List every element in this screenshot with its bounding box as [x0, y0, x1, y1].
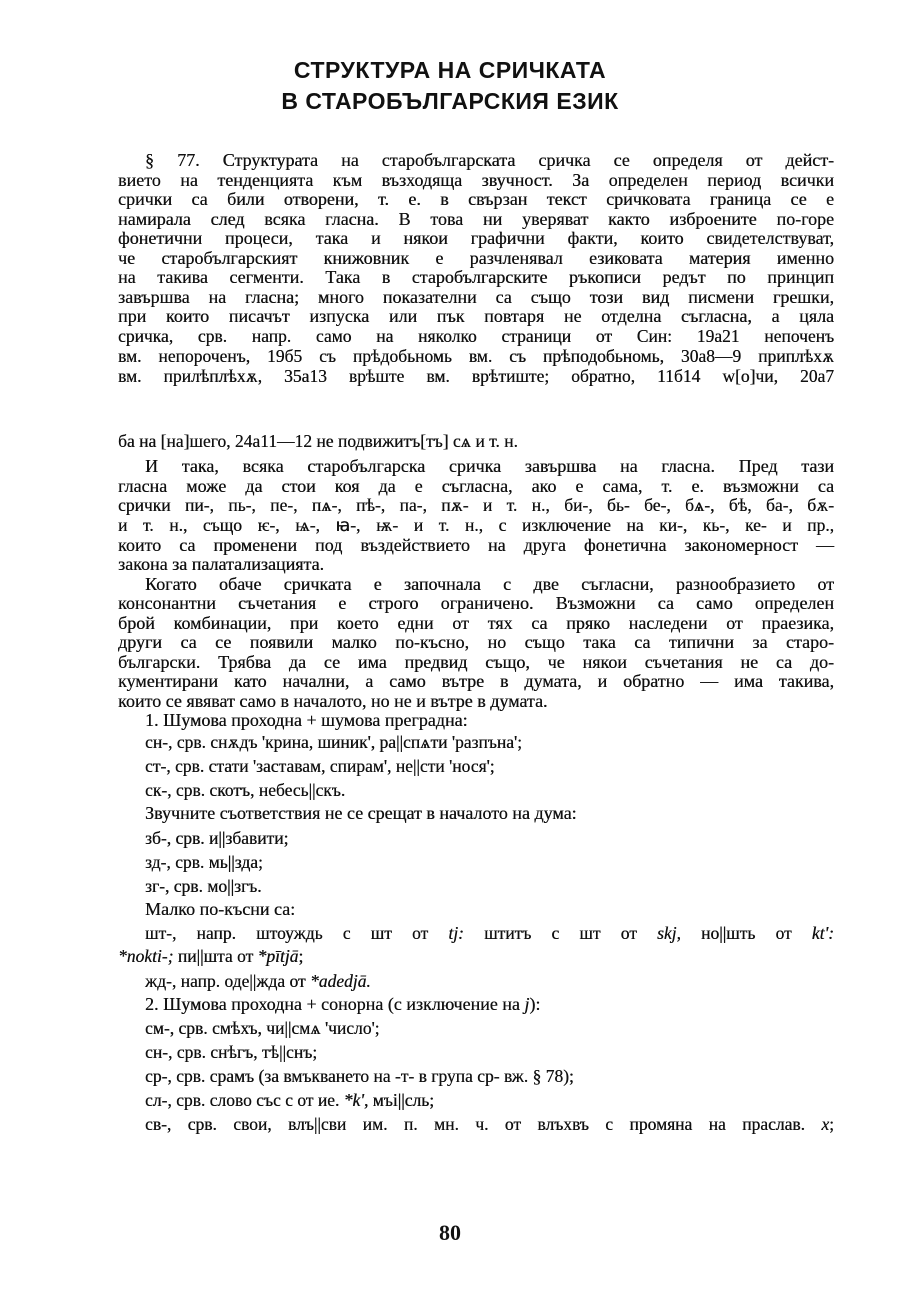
text-line — [118, 430, 834, 452]
text-line — [118, 305, 834, 327]
chapter-title-line-2: В СТАРОБЪЛГАРСКИЯ ЕЗИК — [281, 88, 619, 114]
text-line — [118, 266, 834, 288]
text-line — [118, 345, 834, 367]
text-segment: гласна може да стои коя да е съгласна, ако е сама, т. е. възможни са — [118, 476, 834, 496]
text-segment: *pītjā — [257, 946, 299, 966]
text-segment: skj, — [657, 923, 681, 943]
text-line — [145, 731, 834, 753]
text-segment: j — [524, 994, 530, 1014]
text-segment: пи||шта от — [173, 946, 258, 966]
text-segment: български. Трябва да се има предвид също, че някои съчетания не са до- — [118, 652, 834, 672]
text-line — [145, 1113, 834, 1135]
text-line — [145, 709, 834, 731]
text-segment: tj: — [448, 923, 464, 943]
text-segment: зб-, срв. и||збавити; — [145, 828, 289, 848]
text-segment: ; — [829, 1114, 834, 1134]
text-segment: штитъ с шт от — [463, 923, 658, 943]
text-line — [145, 755, 834, 777]
text-segment: сн-, срв. снѣгъ, тѣ||снъ; — [145, 1042, 318, 1062]
text-line — [118, 945, 834, 967]
text-segment: при които писачът изпуска или пък повтаря не отделна съгласна, а цяла — [118, 306, 834, 326]
text-segment: мъі||сль; — [368, 1090, 435, 1110]
text-segment: зд-, срв. мь||зда; — [145, 852, 263, 872]
text-line — [145, 827, 834, 849]
text-segment: вм. непороченъ, 19б5 съ прѣдобьномь вм. съ прѣподобьномь, 30а8—9 приплѣхѫ — [118, 346, 834, 366]
text-line — [145, 993, 834, 1015]
text-segment: Когато обаче сричката е започнала с две съгласни, разнообразието от — [145, 574, 834, 594]
text-line — [118, 553, 834, 575]
text-segment: ): — [529, 994, 541, 1014]
text-segment: см-, срв. смѣхъ, чи||смѧ 'число'; — [145, 1018, 380, 1038]
text-line — [118, 325, 834, 347]
text-line — [145, 1089, 834, 1111]
text-segment: брой комбинации, при което едни от тях са пряко наследени от праезика, — [118, 613, 834, 633]
text-segment: завършва на гласна; много показателни са също този вид писмени грешки, — [118, 287, 834, 307]
text-segment: *k', — [343, 1090, 369, 1110]
text-line — [145, 970, 834, 992]
text-segment: фонетични процеси, така и някои графични факти, които свидетелствуват, — [118, 228, 834, 248]
text-line — [145, 851, 834, 873]
text-segment: закона за палатализацията. — [118, 554, 325, 574]
text-segment: че старобългарският книжовник е разчленявал езиковата материя именно — [118, 248, 834, 268]
text-segment: ср-, срв. срамъ (за вмъкването на -т- в група ср- вж. § 78); — [145, 1066, 574, 1086]
text-segment: срички са били отворени, т. е. в свързан текст сричковата граница се е — [118, 189, 834, 209]
text-segment: ск-, срв. скотъ, небесь||скъ. — [145, 780, 346, 800]
text-segment: ст-, срв. стати 'заставам, спирам', не||сти 'нося'; — [145, 756, 495, 776]
text-segment: вието на тенденцията към възходяща звучност. За определен период всички — [118, 170, 834, 190]
text-segment: други са се появили малко по-късно, но също така са типични за старо- — [118, 632, 834, 652]
text-segment: кументирани като начални, а само вътре в думата, и обратно — има такива, — [118, 671, 834, 691]
text-line — [145, 149, 834, 171]
text-segment: шт-, напр. штоуждь с шт от — [145, 923, 449, 943]
text-line — [145, 1017, 834, 1039]
text-segment: зг-, срв. мо||згъ. — [145, 876, 262, 896]
text-line — [118, 365, 834, 387]
text-segment: kt': — [811, 923, 834, 943]
text-segment: консонантни съчетания е строго ограничено. Възможни са само определен — [118, 593, 834, 613]
text-segment: и т. н., също ѥ-, ѩ-, ꙗ-, ѭ- и т. н., с изключение на ки-, кь-, ке- и пр., — [118, 515, 834, 535]
text-line — [118, 514, 834, 536]
text-segment: Звучните съответствия не се срещат в началото на дума: — [145, 803, 577, 823]
text-line — [118, 631, 834, 653]
text-line — [145, 455, 834, 477]
text-segment: ; — [298, 946, 304, 966]
text-segment: жд-, напр. оде||жда от — [145, 971, 310, 991]
text-segment: сричка, срв. напр. само на няколко страници от Син: 19а21 непоченъ — [118, 326, 834, 346]
text-segment: на такива сегменти. Така в старобългарските ръкописи редът по принцип — [118, 267, 834, 287]
text-segment: x — [821, 1114, 830, 1134]
text-line — [118, 592, 834, 614]
text-segment: 1. Шумова проходна + шумова преградна: — [145, 710, 468, 730]
text-segment: но||шть от — [680, 923, 812, 943]
text-segment: сн-, срв. снѫдъ 'крина, шиник', ра||спѧти 'разпъна'; — [145, 732, 522, 752]
text-line — [145, 1041, 834, 1063]
text-segment: св-, срв. свои, влъ||сви им. п. мн. ч. от влъхвъ с промяна на праслав. — [145, 1114, 822, 1134]
page-number: 80 — [439, 1220, 461, 1245]
text-line — [118, 188, 834, 210]
text-line — [145, 1065, 834, 1087]
text-segment: срички пи-, пь-, пе-, пѧ-, пѣ-, па-, пѫ- и т. н., би-, бь- бе-, бѧ-, бѣ, ба-, бѫ- — [118, 495, 834, 515]
text-segment: И така, всяка старобългарска сричка завършва на гласна. Пред тази — [145, 456, 834, 476]
text-line — [118, 670, 834, 692]
text-segment: § 77. Структурата на старобългарската сричка се определя от дейст- — [145, 150, 834, 170]
text-line — [145, 922, 834, 944]
text-line — [145, 898, 834, 920]
text-segment: вм. прилѣплѣхѫ, 35а13 врѣште вм. врѣтиште; обратно, 11б14 w[о]чи, 20а7 — [118, 366, 834, 386]
text-segment: сл-, срв. слово със с от ие. — [145, 1090, 344, 1110]
text-segment: Малко по-късни са: — [145, 899, 296, 919]
text-segment: които са променени под въздействието на друга фонетична закономерност — — [118, 535, 834, 555]
text-line — [145, 802, 834, 824]
chapter-title-line-1: СТРУКТУРА НА СРИЧКАТА — [293, 57, 607, 83]
text-line — [118, 494, 834, 516]
text-segment: *adedjā. — [309, 971, 371, 991]
text-segment: ба на [на]шего, 24а11—12 не подвижитъ[тъ] сѧ и т. н. — [118, 431, 518, 451]
text-segment: намирала след всяка гласна. В това ни уверяват както изброените по-горе — [118, 209, 834, 229]
text-segment: които се явяват само в началото, но не и вътре в думата. — [118, 691, 548, 711]
text-line — [118, 227, 834, 249]
text-line — [145, 875, 834, 897]
text-line — [145, 779, 834, 801]
text-segment: *nokti-; — [118, 946, 174, 966]
text-segment: 2. Шумова проходна + сонорна (с изключение на — [145, 994, 525, 1014]
